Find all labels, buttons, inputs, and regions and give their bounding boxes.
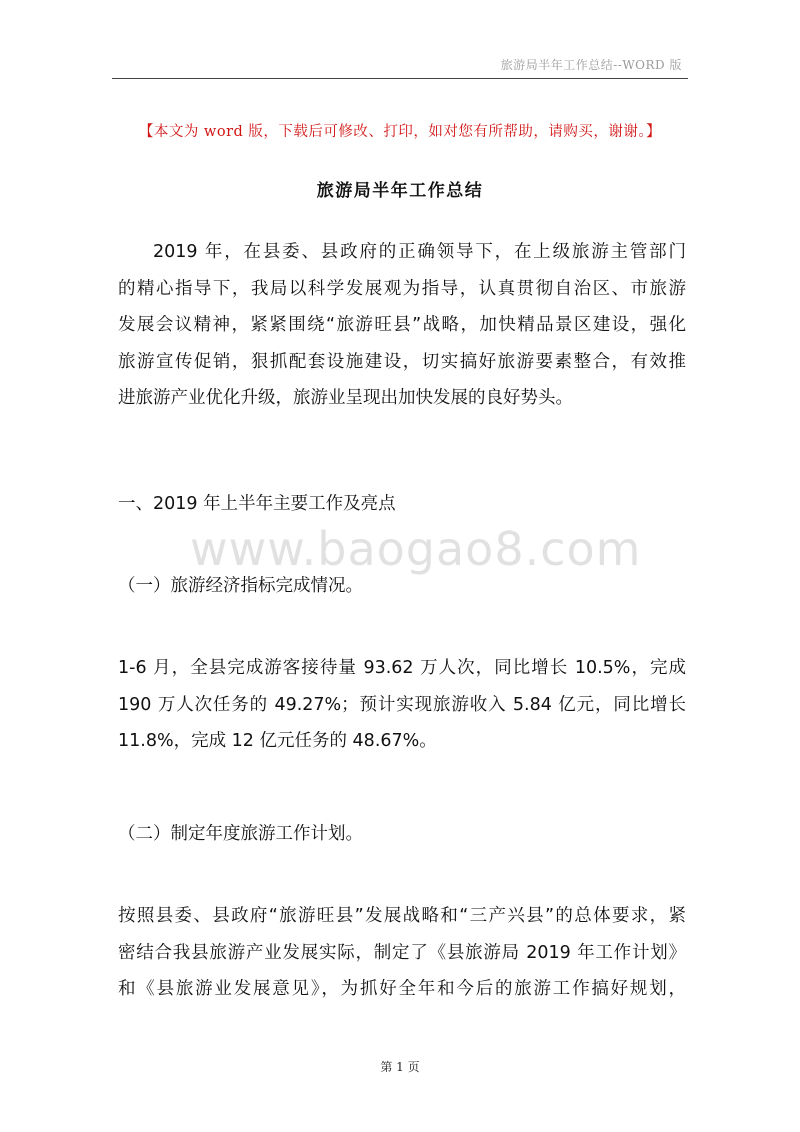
intro-line: 发展会议精神，紧紧围绕“旅游旺县”战略，加快精品景区建设，强化 [118, 315, 686, 335]
intro-line: 2019 年，在县委、县政府的正确领导下，在上级旅游主管部门 [153, 242, 686, 262]
plan-paragraph [118, 898, 686, 1008]
page-number: 第 1 页 [380, 1060, 420, 1074]
indicators-line: 1-6 月，全县完成游客接待量 93.62 万人次，同比增长 10.5%，完成 [118, 658, 686, 678]
subsection-heading: （二）制定年度旅游工作计划。 [118, 824, 363, 844]
indicators-paragraph [118, 650, 686, 760]
subsection-heading: （一）旅游经济指标完成情况。 [118, 576, 363, 596]
page-header [112, 56, 688, 79]
document-title: 旅游局半年工作总结 [316, 181, 484, 201]
intro-paragraph [118, 234, 686, 417]
plan-line: 密结合我县旅游产业发展实际，制定了《县旅游局 2019 年工作计划》 [118, 942, 686, 963]
intro-line: 旅游宣传促销，狠抓配套设施建设，切实搞好旅游要素整合，有效推 [118, 351, 686, 372]
plan-line: 和《县旅游业发展意见》，为抓好全年和今后的旅游工作搞好规划， [118, 979, 686, 999]
intro-line: 的精心指导下，我局以科学发展观为指导，认真贯彻自治区、市旅游 [118, 278, 686, 299]
indicators-line: 11.8%，完成 12 亿元任务的 48.67%。 [118, 731, 437, 751]
intro-line: 进旅游产业优化升级，旅游业呈现出加快发展的良好势头。 [118, 388, 573, 408]
running-title: 旅游局半年工作总结--WORD 版 [500, 58, 682, 72]
indicators-line: 190 万人次任务的 49.27%；预计实现旅游收入 5.84 亿元，同比增长 [118, 694, 686, 715]
section-heading: 一、2019 年上半年主要工作及亮点 [118, 494, 396, 514]
plan-line: 按照县委、县政府“旅游旺县”发展战略和“三产兴县”的总体要求，紧 [118, 906, 686, 926]
purchase-notice: 【本文为 word 版，下载后可修改、打印，如对您有所帮助，请购买，谢谢。】 [138, 124, 662, 140]
watermark: www.baogao8.com [190, 522, 642, 576]
